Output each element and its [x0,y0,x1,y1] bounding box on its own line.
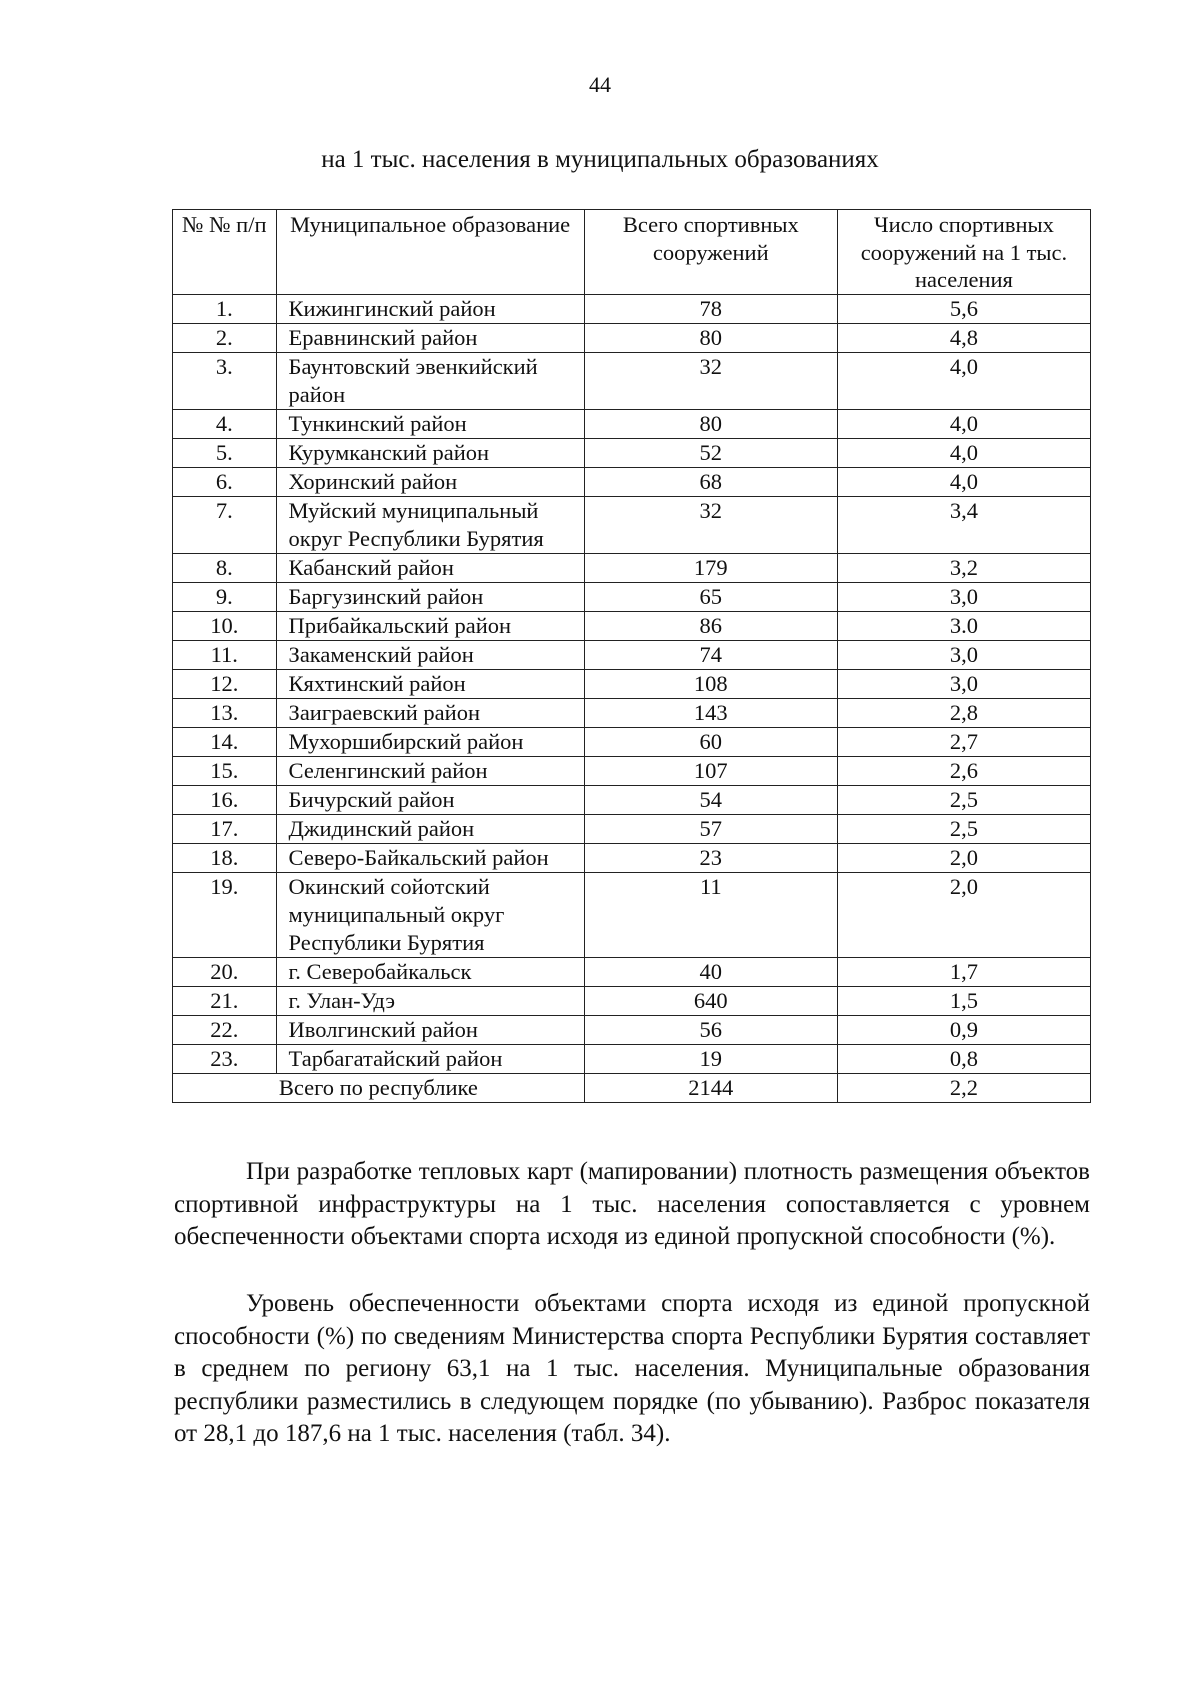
table-row [173,872,1091,957]
table-row [173,957,1091,986]
row-number: 17. [173,814,277,843]
row-municipality: Тункинский район [276,409,584,438]
row-per-thousand: 2,6 [837,756,1090,785]
row-municipality: г. Северобайкальск [276,957,584,986]
row-number: 15. [173,756,277,785]
row-total-facilities: 68 [584,467,837,496]
table-row [173,785,1091,814]
table-row [173,294,1091,323]
row-per-thousand: 4,0 [837,352,1090,409]
row-number: 8. [173,553,277,582]
row-municipality: Хоринский район [276,467,584,496]
row-municipality: Окинский сойотский муниципальный округ Республики Бурятия [276,872,584,957]
paragraph-heat-maps [174,1156,1090,1254]
row-number: 20. [173,957,277,986]
row-per-thousand: 4,0 [837,438,1090,467]
row-per-thousand: 2,0 [837,872,1090,957]
row-per-thousand: 3,4 [837,496,1090,553]
row-number: 9. [173,582,277,611]
row-municipality: Прибайкальский район [276,611,584,640]
table-row [173,582,1091,611]
row-total-facilities: 57 [584,814,837,843]
row-municipality: Закаменский район [276,640,584,669]
row-total-facilities: 107 [584,756,837,785]
row-total-facilities: 65 [584,582,837,611]
table-row [173,727,1091,756]
row-municipality: Бичурский район [276,785,584,814]
row-municipality: Еравнинский район [276,323,584,352]
row-municipality: Муйский муниципальный округ Республики Бурятия [276,496,584,553]
row-per-thousand: 5,6 [837,294,1090,323]
table-row [173,352,1091,409]
row-total-facilities: 19 [584,1044,837,1073]
row-per-thousand: 0,9 [837,1015,1090,1044]
table-row [173,553,1091,582]
total-per-thousand: 2,2 [837,1073,1090,1102]
row-municipality: Курумканский район [276,438,584,467]
row-number: 7. [173,496,277,553]
row-per-thousand: 2,5 [837,814,1090,843]
row-municipality: Мухоршибирский район [276,727,584,756]
table-row [173,467,1091,496]
row-total-facilities: 108 [584,669,837,698]
table-caption: на 1 тыс. населения в муниципальных образованиях [321,146,879,173]
table-row [173,611,1091,640]
row-per-thousand: 4,0 [837,467,1090,496]
row-per-thousand: 1,5 [837,986,1090,1015]
paragraph-2-text: Уровень обеспеченности объектами спорта исходя из единой пропускной способности (%) по сведениям Министерства спорта Республики Бурятия составляет в среднем по региону 63,1 на 1 тыс. населения. Муниципальные образования республики разместились в следующем порядке (по убыванию). Разброс показателя от 28,1 до 187,6 на 1 тыс. населения (табл. 34). [174,1290,1090,1447]
table-row [173,756,1091,785]
row-total-facilities: 56 [584,1015,837,1044]
row-per-thousand: 2,5 [837,785,1090,814]
paragraph-provision-level [174,1288,1090,1451]
table-row [173,986,1091,1015]
row-number: 21. [173,986,277,1015]
row-municipality: Кяхтинский район [276,669,584,698]
row-number: 13. [173,698,277,727]
row-per-thousand: 2,8 [837,698,1090,727]
row-per-thousand: 3.0 [837,611,1090,640]
row-number: 23. [173,1044,277,1073]
row-municipality: Кижингинский район [276,294,584,323]
page-number: 44 [589,72,611,97]
row-total-facilities: 40 [584,957,837,986]
row-total-facilities: 179 [584,553,837,582]
row-per-thousand: 0,8 [837,1044,1090,1073]
row-municipality: Кабанский район [276,553,584,582]
row-total-facilities: 78 [584,294,837,323]
row-per-thousand: 4,8 [837,323,1090,352]
row-per-thousand: 2,7 [837,727,1090,756]
row-per-thousand: 3,0 [837,640,1090,669]
row-total-facilities: 74 [584,640,837,669]
row-total-facilities: 143 [584,698,837,727]
row-number: 1. [173,294,277,323]
row-number: 10. [173,611,277,640]
row-per-thousand: 3,0 [837,669,1090,698]
header-municipality: Муниципальное образование [276,210,584,295]
table-footer [173,1073,1091,1102]
row-total-facilities: 32 [584,496,837,553]
table-body [173,294,1091,1073]
row-total-facilities: 23 [584,843,837,872]
row-total-facilities: 640 [584,986,837,1015]
row-per-thousand: 3,2 [837,553,1090,582]
table-row [173,496,1091,553]
total-facilities: 2144 [584,1073,837,1102]
row-total-facilities: 80 [584,409,837,438]
row-municipality: Баунтовский эвенкийский район [276,352,584,409]
table-row [173,1044,1091,1073]
row-total-facilities: 52 [584,438,837,467]
row-per-thousand: 1,7 [837,957,1090,986]
row-total-facilities: 60 [584,727,837,756]
row-per-thousand: 3,0 [837,582,1090,611]
sports-facilities-table [172,209,1091,1103]
header-row [173,210,1091,295]
row-number: 2. [173,323,277,352]
total-row [173,1073,1091,1102]
table-row [173,698,1091,727]
row-number: 18. [173,843,277,872]
row-number: 19. [173,872,277,957]
row-number: 14. [173,727,277,756]
row-total-facilities: 80 [584,323,837,352]
row-municipality: г. Улан-Удэ [276,986,584,1015]
table-row [173,409,1091,438]
paragraph-1-text: При разработке тепловых карт (мапировании) плотность размещения объектов спортивной инфраструктуры на 1 тыс. населения сопоставляется с уровнем обеспеченности объектами спорта исходя из единой пропускной способности (%). [174,1158,1090,1250]
row-municipality: Селенгинский район [276,756,584,785]
row-number: 22. [173,1015,277,1044]
table-row [173,323,1091,352]
row-number: 16. [173,785,277,814]
row-number: 3. [173,352,277,409]
row-municipality: Заиграевский район [276,698,584,727]
table-header [173,210,1091,295]
row-total-facilities: 54 [584,785,837,814]
row-number: 6. [173,467,277,496]
table-row [173,438,1091,467]
table-row [173,640,1091,669]
row-total-facilities: 86 [584,611,837,640]
row-number: 4. [173,409,277,438]
row-total-facilities: 32 [584,352,837,409]
row-municipality: Тарбагатайский район [276,1044,584,1073]
row-number: 5. [173,438,277,467]
table-row [173,843,1091,872]
row-per-thousand: 4,0 [837,409,1090,438]
header-total-facilities: Всего спортивных сооружений [584,210,837,295]
row-municipality: Иволгинский район [276,1015,584,1044]
row-total-facilities: 11 [584,872,837,957]
row-municipality: Баргузинский район [276,582,584,611]
row-number: 11. [173,640,277,669]
total-label: Всего по республике [173,1073,585,1102]
row-municipality: Северо-Байкальский район [276,843,584,872]
row-number: 12. [173,669,277,698]
header-number: № № п/п [173,210,277,295]
row-per-thousand: 2,0 [837,843,1090,872]
row-municipality: Джидинский район [276,814,584,843]
table-row [173,669,1091,698]
header-facilities-per-thousand: Число спортивных сооружений на 1 тыс. населения [837,210,1090,295]
table-row [173,814,1091,843]
table-row [173,1015,1091,1044]
